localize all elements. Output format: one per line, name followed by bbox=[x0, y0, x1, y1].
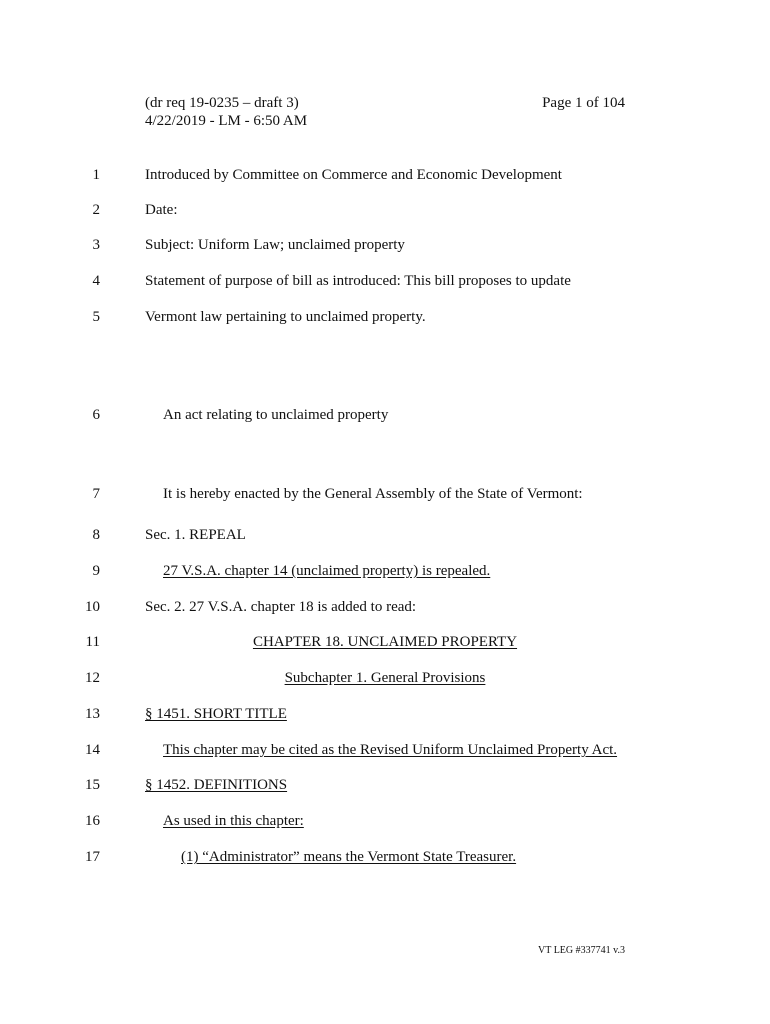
line-14 bbox=[0, 739, 770, 761]
line-number: 7 bbox=[92, 486, 100, 502]
section-heading: Sec. 2. 27 V.S.A. chapter 18 is added to read: bbox=[145, 599, 417, 615]
introduced-by-text: Introduced by Committee on Commerce and Economic Development bbox=[145, 167, 562, 183]
definitions-intro: As used in this chapter: bbox=[163, 813, 304, 829]
line-2 bbox=[0, 199, 770, 221]
line-4 bbox=[0, 270, 770, 292]
line-number: 2 bbox=[92, 202, 100, 218]
line-number: 17 bbox=[85, 849, 100, 865]
repeal-text: 27 V.S.A. chapter 14 (unclaimed property) is repealed. bbox=[163, 563, 491, 579]
draft-timestamp: 4/22/2019 - LM - 6:50 AM bbox=[145, 113, 308, 129]
section-title-short-title: § 1451. SHORT TITLE bbox=[145, 706, 287, 722]
enacting-clause: It is hereby enacted by the General Assembly of the State of Vermont: bbox=[163, 486, 583, 502]
line-number: 11 bbox=[85, 634, 100, 650]
subject-text: Subject: Uniform Law; unclaimed property bbox=[145, 237, 405, 253]
line-3 bbox=[0, 234, 770, 256]
line-number: 9 bbox=[92, 563, 100, 579]
line-number: 3 bbox=[92, 237, 100, 253]
short-title-text: This chapter may be cited as the Revised Uniform Unclaimed Property Act. bbox=[163, 742, 618, 758]
chapter-heading: CHAPTER 18. UNCLAIMED PROPERTY bbox=[252, 634, 518, 650]
line-number: 13 bbox=[85, 706, 100, 722]
line-15 bbox=[0, 774, 770, 796]
line-6 bbox=[0, 404, 770, 426]
line-5 bbox=[0, 306, 770, 328]
line-number: 4 bbox=[92, 273, 100, 289]
line-number: 15 bbox=[85, 777, 100, 793]
statement-of-purpose-continued: Vermont law pertaining to unclaimed property. bbox=[145, 309, 426, 325]
line-number: 10 bbox=[85, 599, 100, 615]
line-17 bbox=[0, 846, 770, 868]
line-number: 5 bbox=[92, 309, 100, 325]
act-title: An act relating to unclaimed property bbox=[163, 407, 389, 423]
section-heading: Sec. 1. REPEAL bbox=[145, 527, 246, 543]
line-9 bbox=[0, 560, 770, 582]
line-10 bbox=[0, 596, 770, 618]
line-11 bbox=[0, 631, 770, 653]
line-8 bbox=[0, 524, 770, 546]
statement-of-purpose-text: Statement of purpose of bill as introduced: This bill proposes to update bbox=[145, 273, 571, 289]
section-title-definitions: § 1452. DEFINITIONS bbox=[145, 777, 288, 793]
line-16 bbox=[0, 810, 770, 832]
definition-administrator: (1) “Administrator” means the Vermont State Treasurer. bbox=[181, 849, 517, 865]
line-number: 8 bbox=[92, 527, 100, 543]
line-number: 14 bbox=[85, 742, 100, 758]
line-12 bbox=[0, 667, 770, 689]
line-number: 16 bbox=[85, 813, 100, 829]
date-label: Date: bbox=[145, 202, 178, 218]
line-number: 12 bbox=[85, 670, 100, 686]
line-number: 6 bbox=[92, 407, 100, 423]
document-id-footer: VT LEG #337741 v.3 bbox=[538, 945, 625, 956]
line-7 bbox=[0, 483, 770, 505]
line-1 bbox=[0, 164, 770, 186]
line-number: 1 bbox=[92, 167, 100, 183]
line-13 bbox=[0, 703, 770, 725]
draft-reference: (dr req 19-0235 – draft 3) bbox=[145, 95, 299, 111]
subchapter-heading: Subchapter 1. General Provisions bbox=[284, 670, 486, 686]
page-number: Page 1 of 104 bbox=[542, 95, 625, 111]
